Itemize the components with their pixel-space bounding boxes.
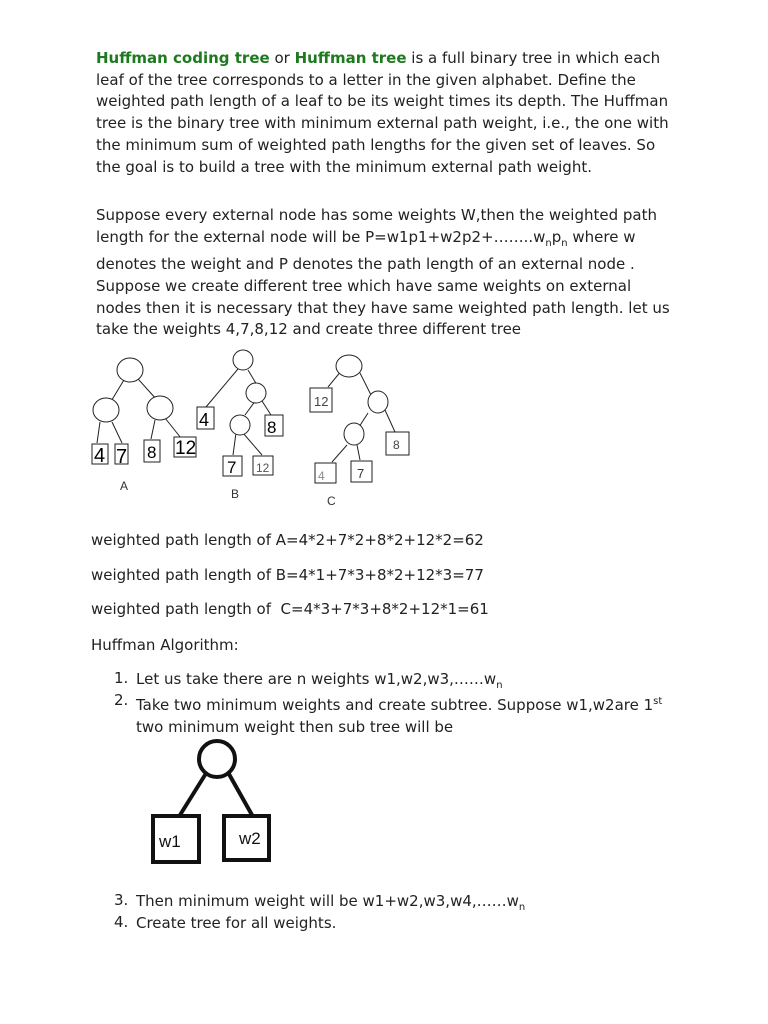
step-1-main: Let us take there are n weights w1,w2,w3,……w — [136, 670, 497, 688]
step-4-text: Create tree for all weights. — [136, 914, 337, 932]
step-1-number: 1. — [114, 669, 129, 687]
para2-text1: Suppose every external node has some weights W,then the weighted path length for the external node will be P=w1p1+w2p2+……..w — [96, 206, 658, 246]
step-2-main: Take two minimum weights and create subtree. Suppose w1,w2are 1 — [136, 696, 654, 714]
step-2-sup: st — [653, 696, 663, 707]
tree-c-leaf-7: 7 — [357, 466, 365, 481]
different-trees-paragraph: Suppose we create different tree which have same weights on external nodes then it is necessary that they have same weighted path length. let us take the weights 4,7,8,12 and create three different tree — [96, 277, 670, 339]
tree-b — [197, 350, 283, 476]
equation-b: weighted path length of B=4*1+7*3+8*2+12*3=77 — [91, 566, 484, 584]
step-3-main: Then minimum weight will be w1+w2,w3,w4,……w — [136, 892, 519, 910]
tree-a-leaf-4: 4 — [94, 445, 106, 467]
tree-c-label: C — [327, 494, 336, 508]
intro-paragraph — [96, 48, 676, 178]
step-3-number: 3. — [114, 891, 129, 909]
tree-a-leaf-7: 7 — [116, 446, 128, 468]
para2-p: p — [551, 227, 562, 246]
equation-a: weighted path length of A=4*2+7*2+8*2+12*2=62 — [91, 531, 484, 549]
step-4-number: 4. — [114, 913, 129, 931]
subtree-leaf-w2: w2 — [239, 829, 261, 848]
subtree-diagram — [145, 735, 280, 870]
tree-c — [310, 355, 409, 483]
term-huffman-tree: Huffman tree — [294, 49, 407, 67]
tree-c-leaf-8: 8 — [393, 438, 400, 452]
step-3-sub: n — [518, 902, 526, 913]
step-2-number: 2. — [114, 691, 129, 709]
para2-sub2: n — [561, 237, 568, 249]
step-2-cont: two minimum weight then sub tree will be — [136, 717, 454, 736]
tree-b-leaf-7: 7 — [227, 458, 237, 477]
tree-b-leaf-12: 12 — [256, 461, 270, 475]
term-huffman-coding-tree: Huffman coding tree — [96, 49, 270, 67]
weighted-path-paragraph — [96, 205, 676, 276]
tree-b-leaf-8: 8 — [267, 418, 277, 437]
tree-a-leaf-12: 12 — [175, 438, 197, 459]
tree-b-leaf-4: 4 — [199, 410, 210, 430]
step-1-sub: n — [496, 680, 503, 691]
tree-a-label: A — [120, 479, 129, 493]
tree-a-leaf-8: 8 — [147, 443, 157, 462]
tree-c-leaf-4: 4 — [318, 469, 325, 483]
algorithm-heading: Huffman Algorithm: — [91, 636, 239, 654]
step-2-text — [136, 691, 696, 738]
equation-c: weighted path length of C=4*3+7*3+8*2+12*1=61 — [91, 600, 489, 618]
tree-b-label: B — [231, 487, 240, 501]
subtree-leaf-w1: w1 — [159, 832, 181, 851]
tree-c-leaf-12: 12 — [314, 394, 329, 409]
three-trees-diagram — [80, 345, 440, 515]
intro-or: or — [269, 49, 295, 67]
intro-rest: is a full binary tree in which each leaf of the tree corresponds to a letter in the given alphabet. Define the weighted path length of a leaf to be its weight times its depth. The Huffman tree is the binary tree with minimum external path weight, i.e., the one with the minimum sum of weighted path lengths for the given set of leaves. So the goal is to build a tree with the minimum external path weight. — [96, 49, 669, 176]
para2-text2: where w denotes the weight and P denotes the path length of an external node . — [96, 227, 636, 274]
para2-sub1: n — [545, 237, 552, 249]
